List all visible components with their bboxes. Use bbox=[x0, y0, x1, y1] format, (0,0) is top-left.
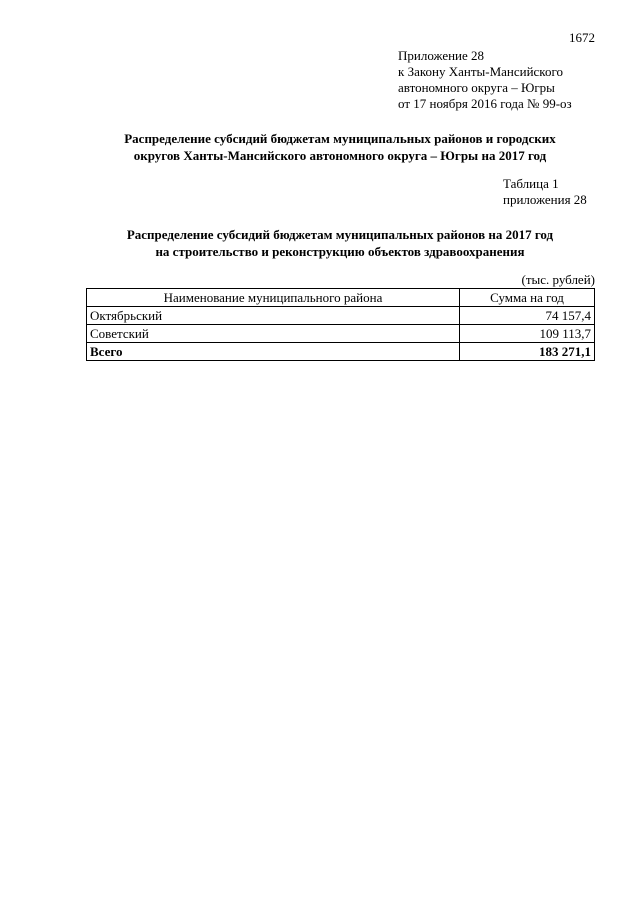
document-title-line: округов Ханты-Мансийского автономного округа – Югры на 2017 год bbox=[133, 148, 547, 163]
appendix-line: Приложение 28 bbox=[398, 48, 485, 63]
column-header-sum: Сумма на год bbox=[460, 289, 595, 307]
table-reference-line: приложения 28 bbox=[503, 192, 587, 207]
total-sum-cell: 183 271,1 bbox=[460, 343, 595, 361]
total-label-cell: Всего bbox=[87, 343, 460, 361]
total-row bbox=[87, 343, 595, 361]
appendix-line: от 17 ноября 2016 года № 99-оз bbox=[398, 96, 572, 111]
district-name-cell: Октябрьский bbox=[87, 307, 460, 325]
column-header-district: Наименование муниципального района bbox=[87, 289, 460, 307]
page-number: 1672 bbox=[569, 30, 595, 45]
table-title-line: Распределение субсидий бюджетам муниципальных районов на 2017 год bbox=[126, 227, 554, 242]
district-name-cell: Советский bbox=[87, 325, 460, 343]
appendix-line: к Закону Ханты-Мансийского bbox=[398, 64, 563, 79]
table-row bbox=[87, 307, 595, 325]
table-header-row bbox=[87, 289, 595, 307]
document-title bbox=[60, 130, 620, 164]
appendix-line: автономного округа – Югры bbox=[398, 80, 555, 95]
table-title-line: на строительство и реконструкцию объектов здравоохранения bbox=[155, 244, 525, 259]
subsidy-table bbox=[86, 288, 595, 361]
table-title bbox=[60, 226, 620, 260]
sum-cell: 109 113,7 bbox=[460, 325, 595, 343]
table-row bbox=[87, 325, 595, 343]
table-reference-line: Таблица 1 bbox=[503, 176, 559, 191]
sum-cell: 74 157,4 bbox=[460, 307, 595, 325]
document-title-line: Распределение субсидий бюджетам муниципальных районов и городских bbox=[124, 131, 556, 146]
table-reference bbox=[503, 176, 587, 208]
units-label: (тыс. рублей) bbox=[521, 272, 595, 287]
appendix-reference bbox=[398, 48, 572, 112]
